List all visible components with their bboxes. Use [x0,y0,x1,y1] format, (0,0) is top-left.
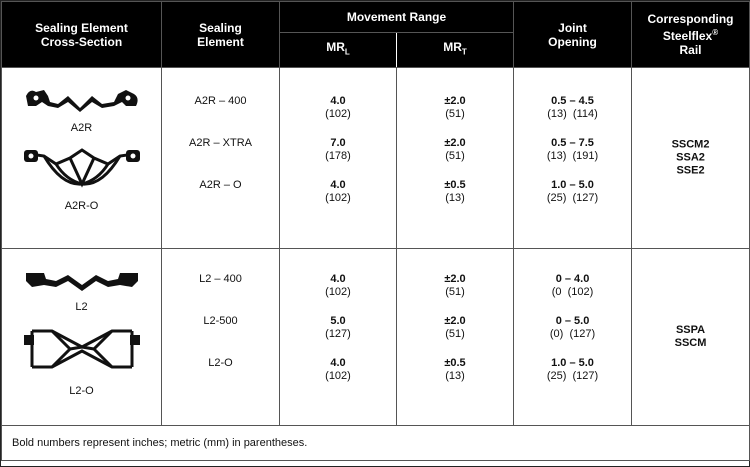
rail-list [632,324,749,350]
jo-mm: (13) (191) [546,150,599,162]
shape-label: A2R-O [64,200,99,212]
header-rail-line2: Steelflex [662,29,713,43]
group-l2-row [2,249,750,426]
mrl-mm: (102) [325,108,351,120]
mrl-inches: 4.0 [330,179,346,191]
a2r-profile-icon [22,84,142,114]
mrl-cell [280,249,397,426]
mrt-inches: ±2.0 [444,315,466,327]
mrl-inches: 5.0 [330,315,346,327]
mrt-inches: ±2.0 [444,137,466,149]
jo-inches: 1.0 – 5.0 [551,179,594,191]
header-movement-range: Movement Range [280,2,514,33]
mrl-mm: (178) [325,150,351,162]
mrl-mm: (102) [325,370,351,382]
footnote: Bold numbers represent inches; metric (mm) in parentheses. [2,426,750,461]
mrt-mm: (13) [445,192,465,204]
joint-opening-cell [514,249,632,426]
mrl-inches: 4.0 [330,273,346,285]
element-name: L2-500 [203,315,238,327]
mrl-mm: (127) [325,328,351,340]
jo-inches: 0 – 4.0 [555,273,590,285]
mrt-inches: ±2.0 [444,273,466,285]
mrl-mm: (102) [325,286,351,298]
header-rail-line1: Corresponding [647,12,734,26]
mrt-mm: (51) [445,150,465,162]
l2-o-profile-icon [22,325,142,373]
element-name: L2 – 400 [199,273,242,285]
mrt-inches: ±0.5 [444,357,466,369]
jo-mm: (0) (127) [549,328,596,340]
mrl-cell [280,68,397,249]
element-name: A2R – O [199,179,242,191]
mrt-mm: (51) [445,286,465,298]
shape-label: L2 [75,301,88,313]
sealing-element-table [1,1,750,461]
rail-item: SSCM2 [671,138,710,151]
rail-list [632,139,749,178]
header-rail-line3: Rail [679,43,702,57]
jo-mm: (0 (102) [551,286,594,298]
mrl-inches: 7.0 [330,137,346,149]
mrl-inches: 4.0 [330,95,346,107]
l2-profile-icon [22,265,142,295]
mrl-inches: 4.0 [330,357,346,369]
jo-inches: 1.0 – 5.0 [551,357,594,369]
mrt-inches: ±0.5 [444,179,466,191]
cross-section-cell [2,68,162,249]
joint-opening-cell [514,68,632,249]
shape-label: A2R [70,122,93,134]
header-mr-l: $MR_L$ [280,33,397,68]
mrt-cell [397,249,514,426]
jo-inches: 0 – 5.0 [555,315,590,327]
header-joint-opening: Joint Opening [514,2,632,68]
mrt-inches: ±2.0 [444,95,466,107]
header-mr-t: $MR_T$ [397,33,514,68]
sealing-element-cell [162,249,280,426]
rail-cell [632,68,750,249]
rail-item: SSA2 [676,151,705,164]
jo-mm: (25) (127) [546,192,599,204]
mrt-mm: (51) [445,328,465,340]
group-a2r-row [2,68,750,249]
mrt-cell [397,68,514,249]
jo-inches: 0.5 – 4.5 [551,95,594,107]
a2r-o-profile-icon [22,146,142,190]
mrt-mm: (51) [445,108,465,120]
header-corresponding-rail [632,2,750,68]
header-sealing-element: Sealing Element [162,2,280,68]
element-name: L2-O [208,357,233,369]
sealing-element-cell [162,68,280,249]
registered-mark: ® [712,28,719,37]
header-cross-section: Sealing Element Cross-Section [2,2,162,68]
mrt-mm: (13) [445,370,465,382]
jo-inches: 0.5 – 7.5 [551,137,594,149]
element-name: A2R – 400 [194,95,247,107]
element-name: A2R – XTRA [189,137,252,149]
rail-item: SSCM [674,337,707,349]
rail-item: SSPA [675,324,706,336]
cross-section-cell [2,249,162,426]
jo-mm: (25) (127) [546,370,599,382]
shape-label: L2-O [69,385,94,397]
jo-mm: (13) (114) [547,108,598,120]
mrl-mm: (102) [325,192,351,204]
rail-item: SSE2 [676,164,705,177]
rail-cell [632,249,750,426]
